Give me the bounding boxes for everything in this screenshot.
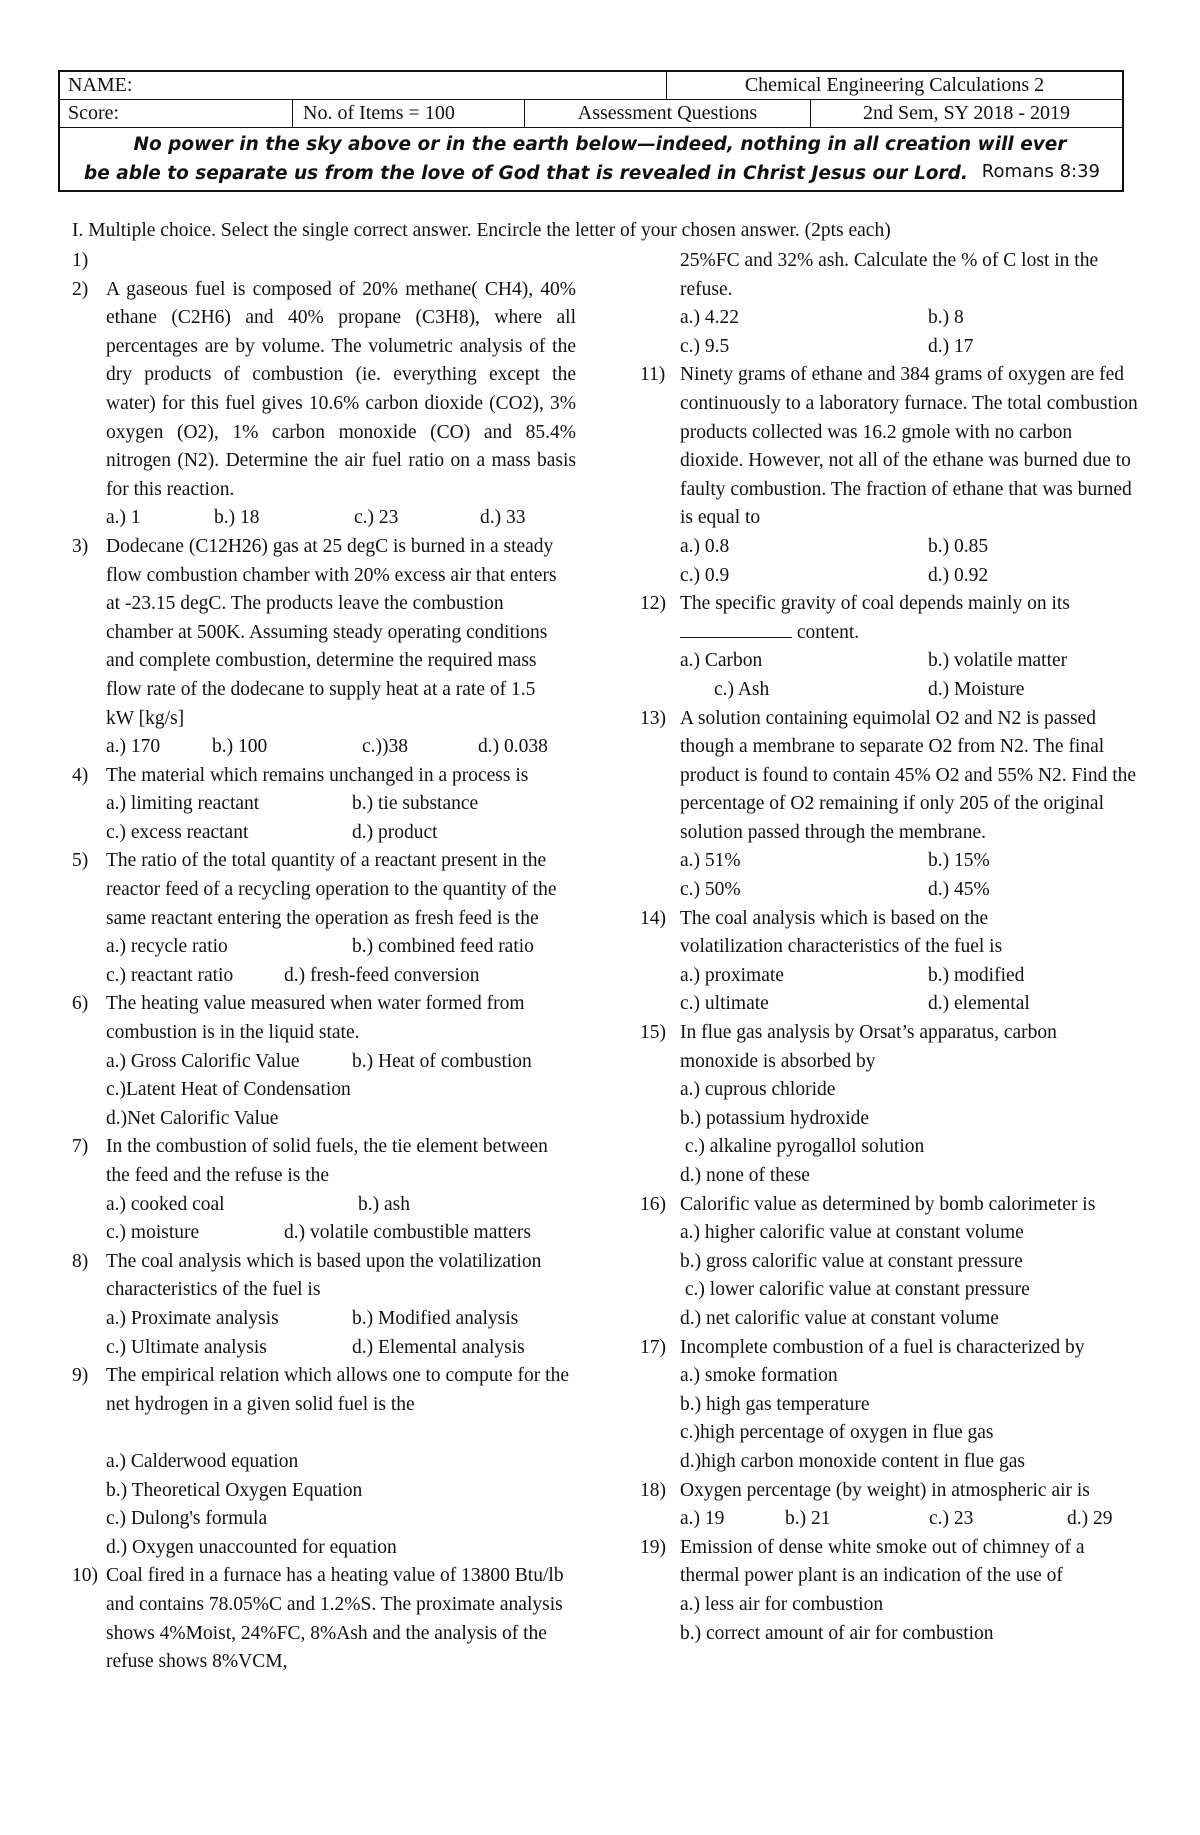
question-number: 19) [640, 1536, 666, 1558]
option-d[interactable]: d.) none of these [680, 1165, 810, 1186]
question-14 [640, 905, 1140, 1019]
option-a[interactable]: a.) smoke formation [680, 1365, 838, 1387]
question-13 [640, 705, 1140, 905]
question-9 [72, 1362, 576, 1562]
option-d[interactable]: d.) fresh-feed conversion [284, 964, 480, 986]
option-d[interactable]: d.) Elemental analysis [352, 1336, 525, 1358]
option-c[interactable]: c.) Dulong's formula [106, 1508, 268, 1530]
option-b[interactable]: b.) gross calorific value at constant pressure [680, 1250, 1023, 1272]
option-d[interactable]: d.) 0.92 [928, 564, 989, 586]
option-a[interactable]: a.) cuprous chloride [680, 1079, 836, 1101]
name-field[interactable]: NAME: [68, 74, 133, 96]
question-stem: The heating value measured when water formed from combustion is in the liquid state. [106, 993, 525, 1044]
option-b[interactable]: b.) combined feed ratio [352, 936, 534, 958]
stem-text-end: content. [792, 621, 860, 643]
question-number: 17) [640, 1336, 666, 1358]
header-row-1 [60, 72, 1122, 100]
option-c[interactable]: c.))38 [362, 736, 409, 758]
question-stem: A gaseous fuel is composed of 20% methane( CH4), 40% ethane (C2H6) and 40% propane (C3H8), where all percentages are by volume. The volumetric analysis of the dry products of combustion (ie. everything except the water) for this fuel gives 10.6% carbon dioxide (CO2), 3% oxygen (O2), 1% carbon monoxide (CO) and 85.4% nitrogen (N2). Determine the air fuel ratio on a mass basis for this reaction. [106, 278, 576, 500]
header-row-2 [60, 100, 1122, 128]
option-a[interactable]: a.) proximate [680, 964, 784, 986]
option-b[interactable]: b.) Theoretical Oxygen Equation [106, 1479, 363, 1501]
option-c[interactable]: c.) 0.9 [680, 564, 730, 586]
assessment-title: Assessment Questions [524, 100, 810, 127]
question-4 [72, 762, 576, 848]
option-c[interactable]: c.) 23 [929, 1508, 974, 1530]
question-18 [640, 1477, 1140, 1534]
option-b[interactable]: b.) ash [358, 1193, 410, 1215]
option-c[interactable]: c.) lower calorific value at constant pressure [680, 1279, 1030, 1301]
option-d[interactable]: d.) 17 [928, 335, 974, 357]
question-6 [72, 990, 576, 1133]
option-c[interactable]: c.) moisture [106, 1222, 200, 1244]
question-stem: Dodecane (C12H26) gas at 25 degC is burned in a steady flow combustion chamber with 20% excess air that enters at -23.15 degC. The products leave the combustion chamber at 500K. Assuming steady operating conditions and complete combustion, determine the required mass flow rate of the dodecane to supply heat at a rate of 1.5 kW [kg/s] [106, 535, 557, 729]
question-stem: The material which remains unchanged in a process is [106, 764, 529, 786]
option-a[interactable]: a.) Proximate analysis [106, 1307, 279, 1329]
header-box [58, 70, 1124, 192]
option-b[interactable]: b.) 0.85 [928, 535, 989, 557]
option-d[interactable]: d.) 45% [928, 879, 990, 901]
question-stem: Calorific value as determined by bomb calorimeter is [680, 1193, 1096, 1215]
question-number: 12) [640, 593, 666, 615]
option-d[interactable]: d.) volatile combustible matters [284, 1222, 531, 1244]
option-c[interactable]: c.) ultimate [680, 993, 769, 1015]
question-15 [640, 1019, 1140, 1191]
option-c[interactable]: c.) 9.5 [680, 335, 730, 357]
option-c[interactable]: c.) excess reactant [106, 821, 249, 843]
question-stem: A solution containing equimolal O2 and N2 is passed though a membrane to separate O2 from N2. The final product is found to contain 45% O2 and 55% N2. Find the percentage of O2 remaining if only 205 of the original solution passed through the membrane. [680, 707, 1137, 843]
option-a[interactable]: a.) 51% [680, 850, 741, 872]
question-number: 7) [72, 1136, 89, 1158]
course-title: Chemical Engineering Calculations 2 [666, 72, 1122, 99]
verse-line-1: No power in the sky above or in the earth below—indeed, nothing in all creation will ever [133, 134, 1067, 155]
option-d[interactable]: d.) Oxygen unaccounted for equation [106, 1536, 397, 1558]
question-number: 16) [640, 1193, 666, 1215]
question-number: 5) [72, 850, 89, 872]
question-19 [640, 1534, 1140, 1648]
instruction: I. Multiple choice. Select the single correct answer. Encircle the letter of your chosen answer. (2pts each) [72, 220, 891, 241]
score-field[interactable]: Score: [68, 102, 120, 124]
option-d[interactable]: d.) 0.038 [478, 736, 548, 758]
question-1 [72, 247, 576, 276]
question-11 [640, 361, 1140, 590]
option-b[interactable]: b.) 8 [928, 307, 964, 329]
option-a[interactable]: a.) 4.22 [680, 307, 740, 329]
question-stem: In flue gas analysis by Orsat’s apparatus, carbon monoxide is absorbed by [680, 1022, 1057, 1072]
option-b[interactable]: b.) volatile matter [928, 650, 1068, 672]
question-5 [72, 847, 576, 990]
question-stem: Emission of dense white smoke out of chimney of a thermal power plant is an indication of the use of [680, 1536, 1085, 1587]
option-a[interactable]: a.) higher calorific value at constant volume [680, 1222, 1024, 1244]
option-d[interactable]: d.) product [352, 821, 438, 843]
option-a[interactable]: a.) less air for combustion [680, 1593, 884, 1615]
option-a[interactable]: a.) 0.8 [680, 535, 730, 557]
option-b[interactable]: b.) 18 [214, 507, 260, 529]
question-3 [72, 533, 576, 762]
question-16 [640, 1191, 1140, 1334]
verse-line-2: be able to separate us from the love of God that is revealed in Christ Jesus our Lord. [84, 163, 968, 184]
question-number: 9) [72, 1365, 89, 1387]
option-a[interactable]: a.) Carbon [680, 650, 763, 672]
option-d[interactable]: d.)high carbon monoxide content in flue gas [680, 1450, 1025, 1472]
option-c[interactable]: c.) 50% [680, 879, 741, 901]
option-d[interactable]: d.) elemental [928, 993, 1030, 1015]
option-b[interactable]: b.) high gas temperature [680, 1393, 870, 1415]
option-b[interactable]: b.) 15% [928, 850, 990, 872]
option-a[interactable]: a.) Gross Calorific Value [106, 1050, 300, 1072]
option-c[interactable]: c.) Ash [714, 678, 770, 700]
option-a[interactable]: a.) 19 [680, 1508, 725, 1530]
question-8 [72, 1248, 576, 1362]
option-b[interactable]: b.) Heat of combustion [352, 1050, 532, 1072]
question-number: 10) [72, 1565, 98, 1587]
question-10 [72, 1562, 576, 1676]
question-stem: 25%FC and 32% ash. Calculate the % of C lost in the refuse. [680, 250, 1099, 300]
question-number: 2) [72, 278, 89, 300]
left-column [72, 247, 576, 1677]
option-c[interactable]: c.) Ultimate analysis [106, 1336, 267, 1358]
question-number: 11) [640, 364, 666, 386]
question-10-continued [640, 247, 1140, 361]
option-a[interactable]: a.) limiting reactant [106, 793, 260, 815]
question-stem: The coal analysis which is based upon the volatilization characteristics of the fuel is [106, 1250, 542, 1301]
semester: 2nd Sem, SY 2018 - 2019 [810, 100, 1122, 127]
question-2 [72, 276, 576, 533]
question-7 [72, 1133, 576, 1247]
question-stem: In the combustion of solid fuels, the tie element between the feed and the refuse is the [106, 1136, 548, 1186]
question-number: 14) [640, 907, 666, 929]
option-d[interactable]: d.) Moisture [928, 678, 1025, 700]
question-stem: Oxygen percentage (by weight) in atmospheric air is [680, 1479, 1090, 1501]
question-stem: Incomplete combustion of a fuel is characterized by [680, 1336, 1085, 1358]
option-a[interactable]: a.) 1 [106, 507, 141, 529]
option-c[interactable]: c.) reactant ratio [106, 964, 234, 986]
bible-verse [60, 128, 1122, 190]
option-b[interactable]: b.) Modified analysis [352, 1307, 519, 1329]
question-12 [640, 590, 1140, 704]
stem-text: The specific gravity of coal depends mainly on its [680, 593, 1070, 615]
question-number: 1) [72, 250, 89, 271]
option-b[interactable]: b.) 100 [212, 736, 268, 758]
question-17 [640, 1334, 1140, 1477]
option-b[interactable]: b.) potassium hydroxide [680, 1107, 870, 1129]
question-number: 4) [72, 764, 89, 786]
option-d[interactable]: d.) 29 [1067, 1508, 1113, 1530]
option-b[interactable]: b.) modified [928, 964, 1025, 986]
option-c[interactable]: c.)Latent Heat of Condensation [106, 1079, 351, 1101]
option-c[interactable]: c.) 23 [354, 507, 399, 529]
question-number: 6) [72, 993, 89, 1015]
question-stem: The ratio of the total quantity of a reactant present in the reactor feed of a recycling operation to the quantity of the same reactant entering the operation as fresh feed is the [106, 850, 557, 929]
option-a[interactable]: a.) 170 [106, 736, 161, 758]
option-d[interactable]: d.)Net Calorific Value [106, 1107, 279, 1129]
question-stem: The coal analysis which is based on the volatilization characteristics of the fuel is [680, 907, 1003, 958]
option-d[interactable]: d.) net calorific value at constant volume [680, 1307, 999, 1329]
question-number: 15) [640, 1022, 666, 1044]
question-number: 18) [640, 1479, 666, 1501]
option-b[interactable]: b.) tie substance [352, 793, 479, 815]
question-stem: Ninety grams of ethane and 384 grams of oxygen are fed continuously to a laboratory furnace. The total combustion products collected was 16.2 gmole with no carbon dioxide. However, not all of the ethane was burned due to faulty combustion. The fraction of ethane that was burned is equal to [680, 364, 1138, 529]
option-c[interactable]: c.) alkaline pyrogallol solution [680, 1136, 925, 1158]
option-b[interactable]: b.) correct amount of air for combustion [680, 1622, 994, 1644]
verse-reference: Romans 8:39 [981, 161, 1100, 182]
option-c[interactable]: c.)high percentage of oxygen in flue gas [680, 1422, 994, 1444]
right-column [640, 247, 1140, 1648]
option-a[interactable]: a.) recycle ratio [106, 936, 228, 958]
option-b[interactable]: b.) 21 [785, 1508, 831, 1530]
question-stem: The empirical relation which allows one to compute for the net hydrogen in a given solid fuel is the [106, 1365, 569, 1415]
question-number: 3) [72, 535, 89, 557]
option-a[interactable]: a.) cooked coal [106, 1193, 225, 1215]
question-stem: Coal fired in a furnace has a heating value of 13800 Btu/lb and contains 78.05%C and 1.2%S. The proximate analysis shows 4%Moist, 24%FC, 8%Ash and the analysis of the refuse shows 8%VCM, [106, 1565, 564, 1673]
question-number: 13) [640, 707, 666, 729]
option-d[interactable]: d.) 33 [480, 507, 526, 529]
question-stem [680, 590, 1140, 647]
option-a[interactable]: a.) Calderwood equation [106, 1450, 299, 1472]
question-number: 8) [72, 1250, 89, 1272]
items-count: No. of Items = 100 [292, 100, 524, 127]
fill-in-blank[interactable] [680, 619, 792, 638]
